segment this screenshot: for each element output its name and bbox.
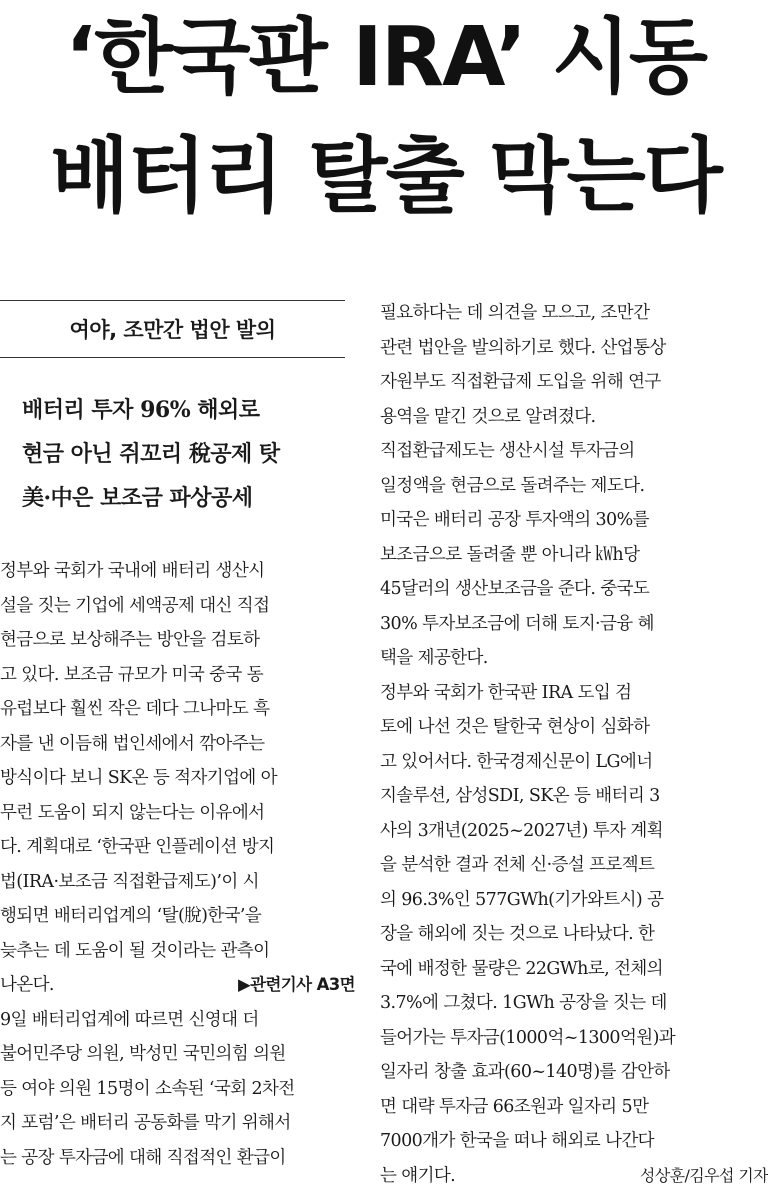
body-line: 을 분석한 결과 전체 신·증설 프로젝트 (380, 855, 655, 875)
body-line: 필요하다는 데 의견을 모으고, 조만간 (380, 303, 650, 323)
body-line-text: 는 얘기다. (380, 1165, 456, 1186)
body-line: 행되면 배터리업계의 ‘탈(脫)한국’을 (0, 906, 262, 926)
body-line: 고 있어서다. 한국경제신문이 LG에너 (380, 751, 653, 772)
body-line: 법(IRA·보조금 직접환급제도)’이 시 (0, 871, 259, 892)
body-line: 직접환급제도는 생산시설 투자금의 (380, 441, 635, 461)
article-body-right (380, 296, 768, 1193)
body-line: 고 있다. 보조금 규모가 미국 중국 동 (0, 664, 264, 685)
body-line: 장을 해외에 짓는 것으로 나타났다. 한 (380, 924, 655, 944)
body-line-text: 나온다. (0, 975, 54, 995)
body-line: 미국은 배터리 공장 투자액의 30%를 (380, 510, 649, 530)
body-line: 45달러의 생산보조금을 준다. 중국도 (380, 579, 650, 599)
body-line: 등 여야 의원 15명이 소속된 ‘국회 2차전 (0, 1078, 295, 1099)
deck-line: 현금 아닌 쥐꼬리 稅공제 탓 (22, 441, 280, 467)
body-line: 유럽보다 훨씬 작은 데다 그나마도 흑 (0, 699, 270, 719)
article-body-left (0, 554, 355, 1175)
headline-line-1: ‘한국판 IRA’ 시동 (64, 10, 707, 105)
subheading: 여야, 조만간 법안 발의 (69, 318, 276, 342)
body-line: 지솔루션, 삼성SDI, SK온 등 배터리 3 (380, 786, 660, 806)
deck-line: 배터리 투자 96% 해외로 (22, 397, 260, 423)
body-line: 3.7%에 그쳤다. 1GWh 공장을 짓는 데 (380, 993, 667, 1013)
subheading-bottom-rule (0, 357, 345, 358)
body-line: 자원부도 직접환급제 도입을 위해 연구 (380, 372, 661, 392)
body-line: 자를 낸 이듬해 법인세에서 깎아주는 (0, 733, 265, 754)
byline: 성상훈/김우섭 기자 (639, 1165, 768, 1185)
body-line: 보조금으로 돌려줄 뿐 아니라 ㎾h당 (380, 544, 640, 565)
body-line: 토에 나선 것은 탈한국 현상이 심화하 (380, 717, 650, 737)
body-line: 택을 제공한다. (380, 648, 488, 668)
body-line: 사의 3개년(2025~2027년) 투자 계획 (380, 820, 663, 841)
body-line: 는 공장 투자금에 대해 직접적인 환급이 (0, 1147, 286, 1168)
body-line: 늦추는 데 도움이 될 것이라는 관측이 (0, 940, 270, 961)
body-line: 7000개가 한국을 떠나 해외로 나간다 (380, 1131, 654, 1151)
body-line: 정부와 국회가 국내에 배터리 생산시 (0, 561, 265, 581)
body-line: 면 대략 투자금 66조원과 일자리 5만 (380, 1096, 649, 1117)
body-line: 일정액을 현금으로 돌려주는 제도다. (380, 475, 645, 496)
deck-line: 美·中은 보조금 파상공세 (22, 485, 253, 511)
body-line: 불어민주당 의원, 박성민 국민의힘 의원 (0, 1044, 286, 1064)
deck (22, 388, 360, 520)
body-line: 30% 투자보조금에 더해 토지·금융 혜 (380, 613, 654, 634)
related-article-link[interactable]: ▶관련기사 A3면 (238, 975, 355, 994)
body-line-with-related (0, 968, 355, 1003)
body-line: 용역을 맡긴 것으로 알려졌다. (380, 406, 596, 427)
body-line: 일자리 창출 효과(60~140명)를 감안하 (380, 1062, 670, 1082)
body-line: 정부와 국회가 한국판 IRA 도입 검 (380, 682, 632, 703)
body-line: 방식이다 보니 SK온 등 적자기업에 아 (0, 768, 277, 788)
body-line: 현금으로 보상해주는 방안을 검토하 (0, 630, 260, 650)
body-line: 9일 배터리업계에 따르면 신영대 더 (0, 1009, 259, 1030)
body-line-with-byline (380, 1159, 768, 1194)
body-line: 들어가는 투자금(1000억~1300억원)과 (380, 1027, 676, 1048)
headline-line-2: 배터리 탈출 막는다 (50, 129, 721, 224)
body-line: 지 포럼’은 배터리 공동화를 막기 위해서 (0, 1113, 291, 1133)
body-line: 관련 법안을 발의하기로 했다. 산업통상 (380, 337, 666, 358)
body-line: 무런 도움이 되지 않는다는 이유에서 (0, 802, 265, 823)
right-column (380, 296, 771, 1193)
body-line: 다. 계획대로 ‘한국판 인플레이션 방지 (0, 837, 275, 857)
body-line: 국에 배정한 물량은 22GWh로, 전체의 (380, 958, 663, 979)
body-line: 설을 짓는 기업에 세액공제 대신 직접 (0, 595, 270, 616)
left-column (0, 300, 360, 1175)
body-line: 의 96.3%인 577GWh(기가와트시) 공 (380, 889, 664, 910)
